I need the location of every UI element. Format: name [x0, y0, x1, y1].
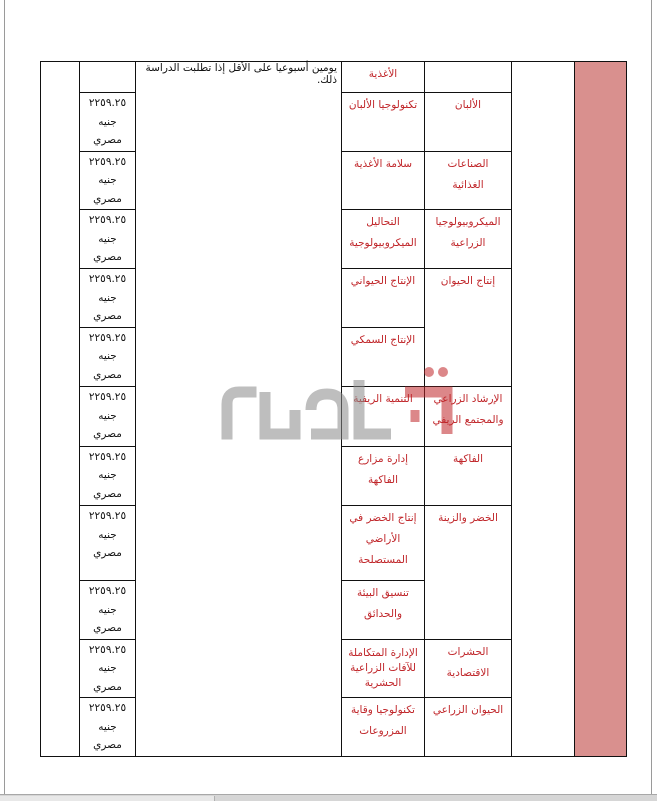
department-cell: الميكروبيولوجيا الزراعية — [425, 210, 512, 269]
price-cell — [80, 387, 136, 447]
price-amount: ٢٢٥٩.٢٥ — [88, 585, 127, 598]
price-currency: جنيه — [98, 720, 117, 733]
program-cell: الإنتاج الحيواني — [342, 269, 425, 328]
price-cell — [80, 210, 136, 269]
price-amount: ٢٢٥٩.٢٥ — [88, 510, 127, 523]
program-cell: الأغذية — [342, 62, 425, 93]
price-amount: ٢٢٥٩.٢٥ — [88, 273, 127, 286]
price-cell — [80, 639, 136, 698]
programs-table — [40, 61, 627, 757]
price-currency: جنيه — [98, 350, 117, 363]
department-cell: الإرشاد الزراعي والمجتمع الريفي — [425, 387, 512, 447]
price-amount: ٢٢٥٩.٢٥ — [88, 450, 127, 463]
program-cell: التحاليل الميكروبيولوجية — [342, 210, 425, 269]
program-cell: تنسيق البيئة والحدائق — [342, 581, 425, 640]
price-currency: جنيه — [98, 409, 117, 422]
price-cell — [80, 327, 136, 387]
department-cell: إنتاج الحيوان — [425, 269, 512, 387]
program-cell: تكنولوجيا وقاية المزروعات — [342, 698, 425, 757]
price-currency: مصري — [93, 310, 122, 323]
department-cell: الحشرات الاقتصادية — [425, 639, 512, 698]
price-currency: مصري — [93, 739, 122, 752]
price-currency: مصري — [93, 487, 122, 500]
price-currency: جنيه — [98, 469, 117, 482]
program-cell: تكنولوجيا الألبان — [342, 93, 425, 152]
price-currency: مصري — [93, 251, 122, 264]
price-currency: مصري — [93, 622, 122, 635]
price-amount: ٢٢٥٩.٢٥ — [88, 155, 127, 168]
price-currency: مصري — [93, 680, 122, 693]
price-cell — [80, 62, 136, 93]
department-cell: الصناعات الغذائية — [425, 151, 512, 210]
price-currency: مصري — [93, 368, 122, 381]
empty-column-cell — [41, 62, 80, 757]
department-cell — [425, 62, 512, 93]
price-amount: ٢٢٥٩.٢٥ — [88, 214, 127, 227]
program-cell: الإنتاج السمكي — [342, 327, 425, 387]
price-amount: ٢٢٥٩.٢٥ — [88, 643, 127, 656]
price-cell — [80, 506, 136, 581]
price-currency: مصري — [93, 547, 122, 560]
pink-column-cell — [575, 62, 627, 757]
department-cell: الفاكهة — [425, 446, 512, 506]
price-cell — [80, 93, 136, 152]
empty-column-cell — [512, 62, 575, 757]
price-currency: جنيه — [98, 603, 117, 616]
program-cell: إنتاج الخضر في الأراضي المستصلحة — [342, 506, 425, 581]
price-currency: جنيه — [98, 662, 117, 675]
price-currency: مصري — [93, 428, 122, 441]
table-row — [41, 62, 627, 93]
price-currency: مصري — [93, 192, 122, 205]
price-cell — [80, 269, 136, 328]
price-currency: جنيه — [98, 174, 117, 187]
program-cell: سلامة الأغذية — [342, 151, 425, 210]
price-currency: جنيه — [98, 291, 117, 304]
price-cell — [80, 446, 136, 506]
price-amount: ٢٢٥٩.٢٥ — [88, 331, 127, 344]
program-cell: الإدارة المتكاملة للآفات الزراعية الحشرية — [342, 639, 425, 698]
price-currency: جنيه — [98, 528, 117, 541]
department-cell: الحيوان الزراعي — [425, 698, 512, 757]
document-page — [4, 0, 652, 795]
price-currency: جنيه — [98, 232, 117, 245]
price-amount: ٢٢٥٩.٢٥ — [88, 97, 127, 110]
price-amount: ٢٢٥٩.٢٥ — [88, 391, 127, 404]
department-cell: الخضر والزينة — [425, 506, 512, 639]
department-cell: الألبان — [425, 93, 512, 152]
study-note-cell — [136, 62, 342, 757]
price-currency: مصري — [93, 134, 122, 147]
program-cell: التنمية الريفية — [342, 387, 425, 447]
price-cell — [80, 581, 136, 640]
price-amount: ٢٢٥٩.٢٥ — [88, 702, 127, 715]
program-cell: إدارة مزارع الفاكهة — [342, 446, 425, 506]
price-cell — [80, 151, 136, 210]
price-currency: جنيه — [98, 115, 117, 128]
price-cell — [80, 698, 136, 757]
study-note: يومين أسبوعيا على الأقل إذا تطلبت الدراسة ذلك. — [145, 62, 337, 86]
